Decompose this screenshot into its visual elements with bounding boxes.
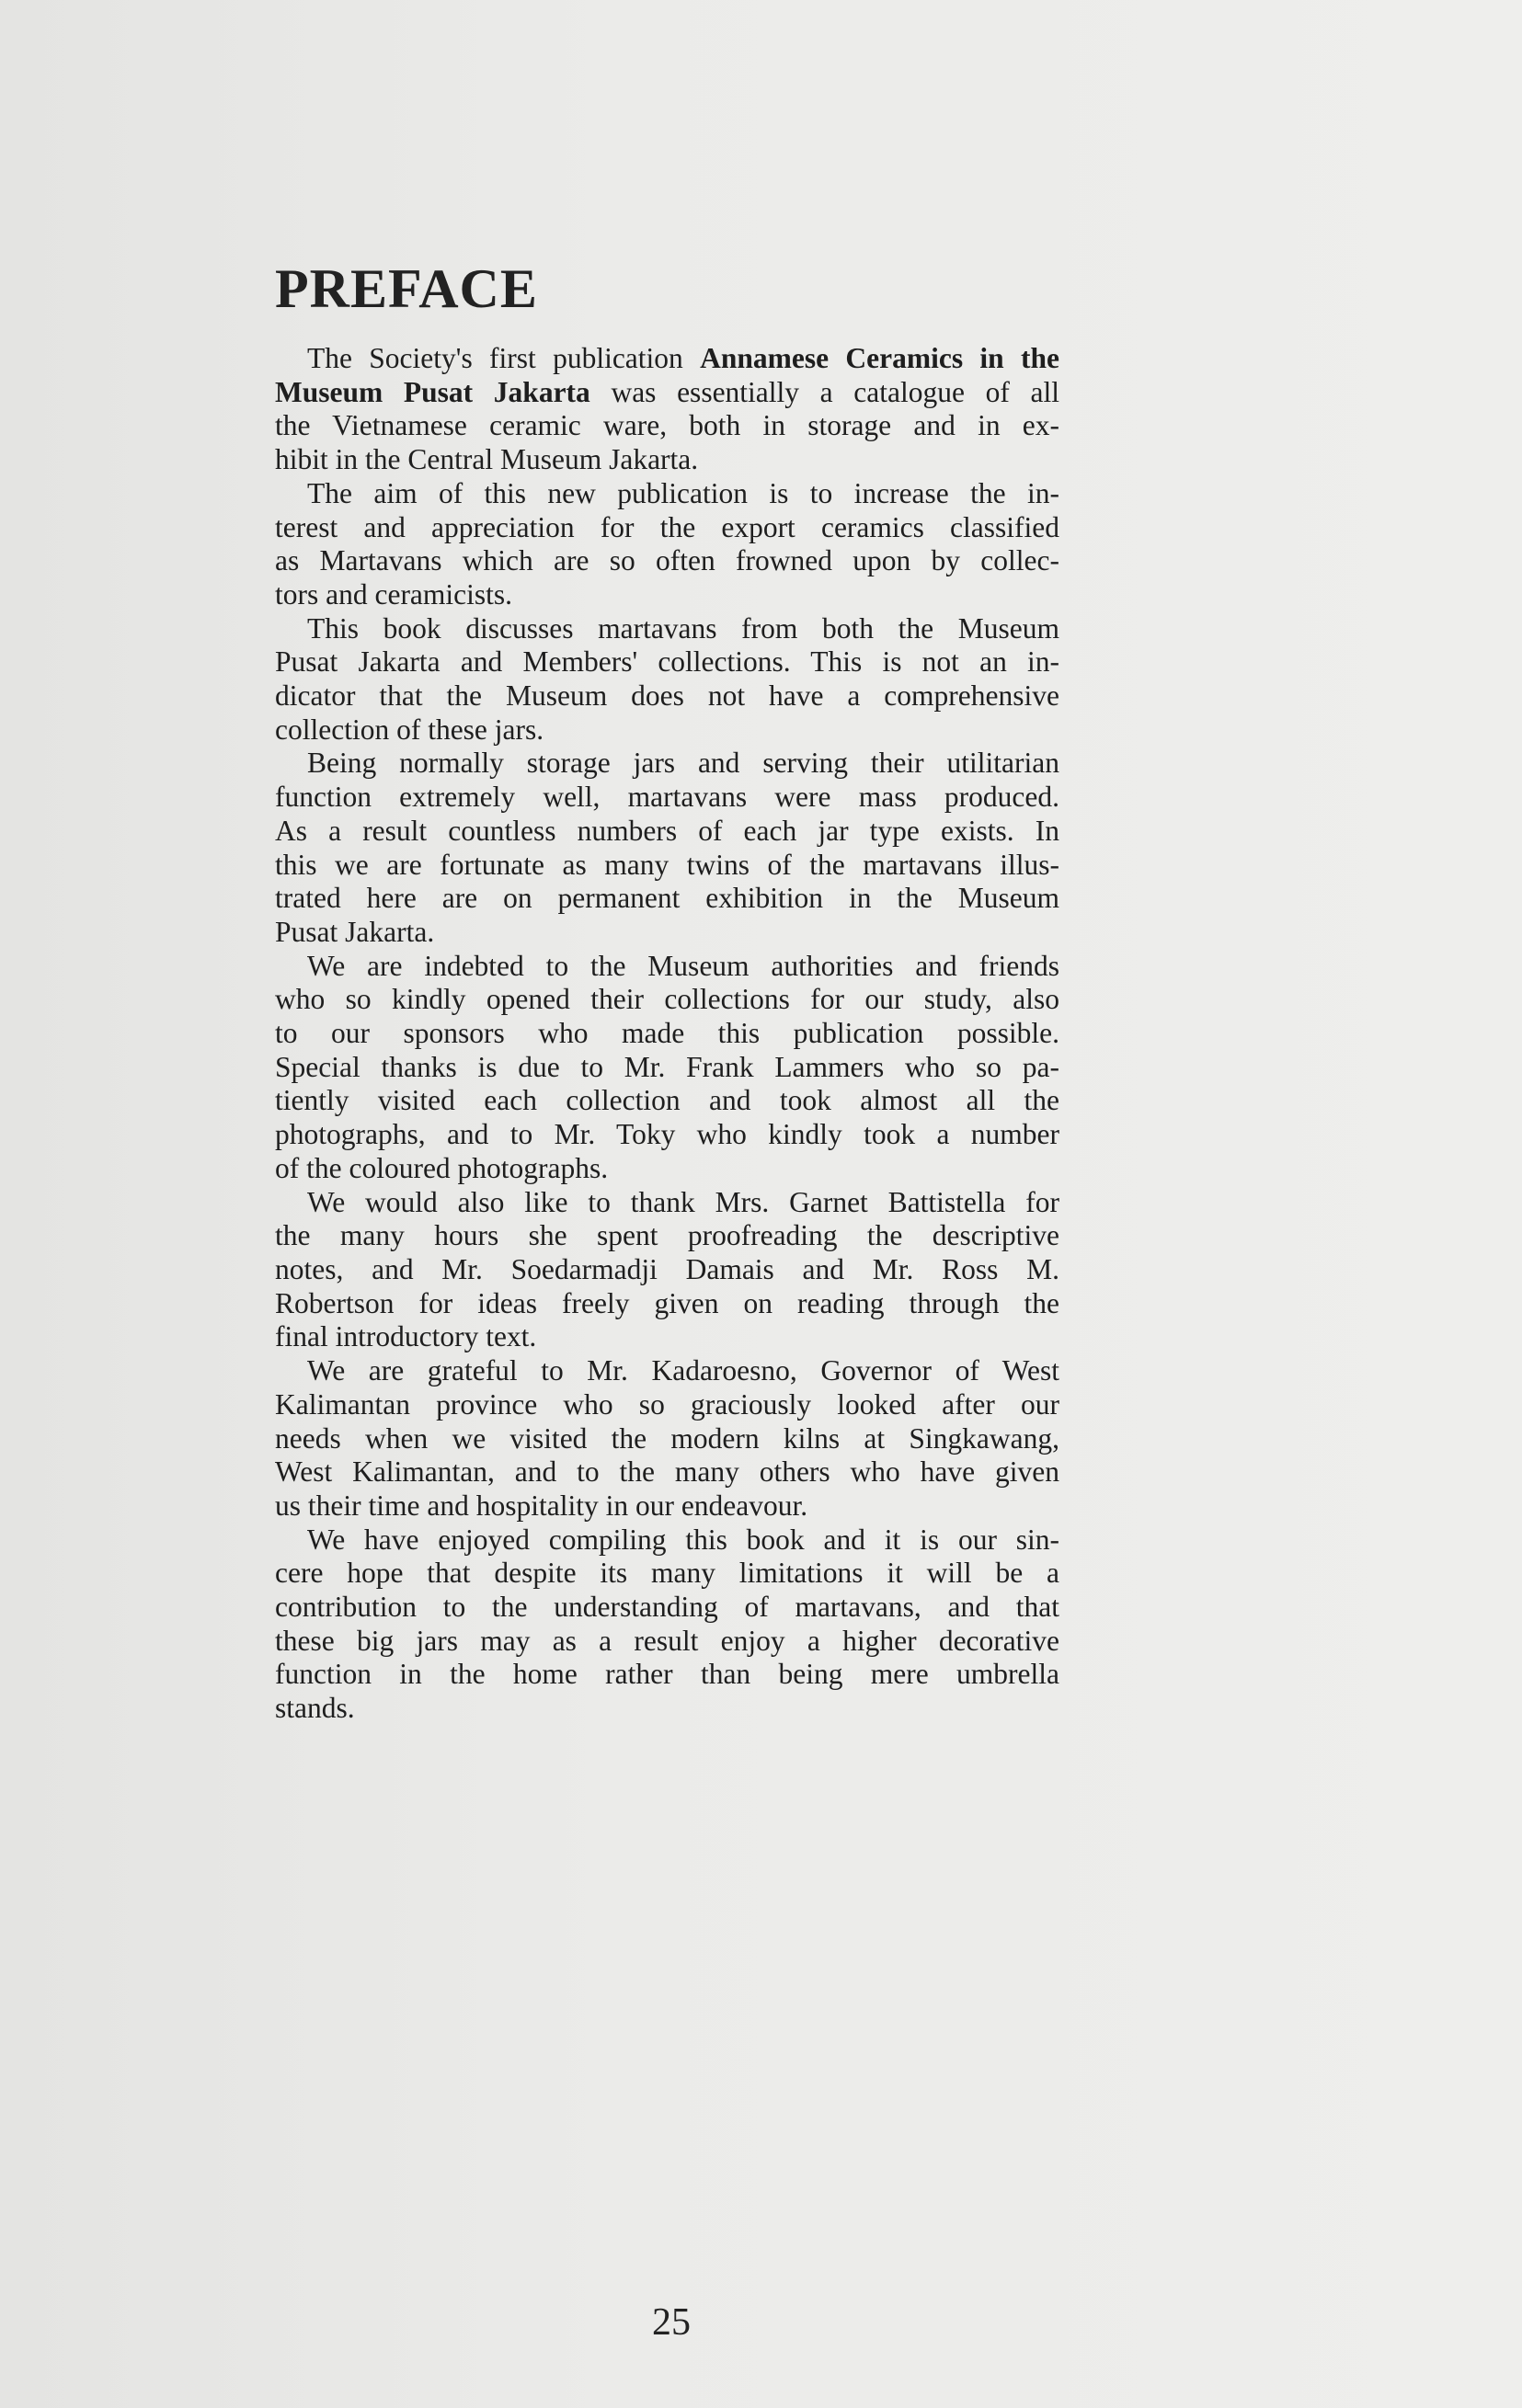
text-segment: dicator that the Museum does not have a comprehensive: [275, 679, 1059, 713]
text-segment: collection of these jars.: [275, 713, 544, 746]
text-segment: the many hours she spent proofreading the descriptive: [275, 1219, 1059, 1252]
text-line: [275, 1118, 1059, 1152]
text-line: [275, 1051, 1059, 1085]
text-segment: of the coloured photographs.: [275, 1151, 609, 1184]
text-line: [275, 781, 1059, 815]
text-line: [275, 1253, 1059, 1287]
text-segment: hibit in the Central Museum Jakarta.: [275, 443, 699, 476]
text-segment: We have enjoyed compiling this book and it is our sin-: [307, 1523, 1059, 1556]
text-line: [275, 849, 1059, 883]
text-line: [275, 916, 1059, 950]
text-line: [275, 1219, 1059, 1253]
text-line: [275, 342, 1059, 376]
text-line: [275, 983, 1059, 1017]
paragraph: [275, 477, 1059, 612]
text-segment: tiently visited each collection and took almost all the: [275, 1084, 1059, 1117]
text-segment: We are indebted to the Museum authorities and friends: [307, 949, 1059, 982]
text-segment: Robertson for ideas freely given on reading through the: [275, 1286, 1059, 1319]
text-segment: terest and appreciation for the export ceramics classified: [275, 510, 1059, 543]
text-line: [275, 511, 1059, 545]
text-segment: As a result countless numbers of each jar type exists. In: [275, 814, 1059, 847]
text-segment: West Kalimantan, and to the many others who have given: [275, 1455, 1059, 1489]
text-line: [275, 1625, 1059, 1659]
text-segment: Pusat Jakarta.: [275, 915, 435, 948]
text-segment: cere hope that despite its many limitations it will be a: [275, 1557, 1059, 1590]
paragraph: [275, 342, 1059, 477]
text-segment: these big jars may as a result enjoy a higher decorative: [275, 1624, 1059, 1657]
text-segment: who so kindly opened their collections for our study, also: [275, 983, 1059, 1016]
text-segment: photographs, and to Mr. Toky who kindly took a number: [275, 1118, 1059, 1151]
page-number: 25: [652, 2301, 691, 2344]
text-line: [275, 376, 1059, 410]
text-line: [275, 1658, 1059, 1692]
text-line: [275, 1287, 1059, 1321]
text-line: [275, 578, 1059, 612]
text-line: [275, 747, 1059, 781]
text-segment: We are grateful to Mr. Kadaroesno, Governor of West: [307, 1354, 1059, 1387]
text-line: [275, 544, 1059, 578]
text-line: [275, 815, 1059, 849]
text-segment: final introductory text.: [275, 1320, 537, 1353]
text-segment: function in the home rather than being mere umbrella: [275, 1658, 1059, 1691]
text-segment: was essentially a catalogue of all: [589, 375, 1060, 408]
paragraph: [275, 1354, 1059, 1524]
text-line: [275, 1084, 1059, 1118]
text-segment: needs when we visited the modern kilns at Singkawang,: [275, 1421, 1059, 1455]
text-line: [275, 1524, 1059, 1558]
text-segment: trated here are on permanent exhibition in the Museum: [275, 882, 1059, 915]
text-segment: Being normally storage jars and serving their utilitarian: [307, 747, 1059, 780]
text-line: [275, 713, 1059, 748]
text-line: [275, 1557, 1059, 1591]
text-line: [275, 1422, 1059, 1456]
text-segment: Pusat Jakarta and Members' collections. This is not an in-: [275, 645, 1059, 679]
text-segment: notes, and Mr. Soedarmadji Damais and Mr. Ross M.: [275, 1252, 1059, 1285]
text-line: [275, 645, 1059, 679]
text-segment: the Vietnamese ceramic ware, both in storage and in ex-: [275, 409, 1059, 442]
text-line: [275, 1455, 1059, 1489]
paragraph: [275, 950, 1059, 1186]
text-line: [275, 1017, 1059, 1051]
text-line: [275, 1354, 1059, 1388]
text-line: [275, 950, 1059, 984]
text-line: [275, 882, 1059, 916]
paragraph: [275, 612, 1059, 748]
text-line: [275, 477, 1059, 511]
text-segment: This book discusses martavans from both the Museum: [307, 611, 1059, 645]
bold-title-text: Annamese Ceramics in the: [700, 342, 1059, 374]
text-line: [275, 409, 1059, 443]
text-line: [275, 443, 1059, 477]
text-line: [275, 679, 1059, 713]
text-segment: Kalimantan province who so graciously looked after our: [275, 1387, 1059, 1421]
text-line: [275, 1489, 1059, 1524]
page-title: PREFACE: [275, 258, 538, 320]
text-segment: We would also like to thank Mrs. Garnet Battistella for: [307, 1185, 1059, 1218]
text-segment: Special thanks is due to Mr. Frank Lammers who so pa-: [275, 1050, 1059, 1083]
text-segment: this we are fortunate as many twins of the martavans illus-: [275, 848, 1059, 881]
text-line: [275, 1591, 1059, 1625]
text-line: [275, 1388, 1059, 1422]
text-segment: contribution to the understanding of martavans, and that: [275, 1591, 1059, 1624]
text-line: [275, 1320, 1059, 1354]
text-segment: to our sponsors who made this publication possible.: [275, 1017, 1059, 1050]
text-segment: stands.: [275, 1692, 355, 1725]
text-line: [275, 1692, 1059, 1726]
text-segment: function extremely well, martavans were mass produced.: [275, 781, 1059, 814]
text-line: [275, 612, 1059, 646]
paragraph: [275, 747, 1059, 949]
text-line: [275, 1152, 1059, 1186]
text-segment: as Martavans which are so often frowned upon by collec-: [275, 544, 1059, 577]
text-line: [275, 1186, 1059, 1220]
text-segment: us their time and hospitality in our endeavour.: [275, 1489, 808, 1522]
text-segment: tors and ceramicists.: [275, 577, 513, 611]
text-segment: The aim of this new publication is to increase the in-: [307, 476, 1059, 509]
paragraph: [275, 1524, 1059, 1726]
preface-body: [275, 342, 1059, 1726]
paragraph: [275, 1186, 1059, 1355]
text-segment: The Society's first publication: [307, 342, 701, 374]
bold-title-text: Museum Pusat Jakarta: [275, 375, 590, 408]
